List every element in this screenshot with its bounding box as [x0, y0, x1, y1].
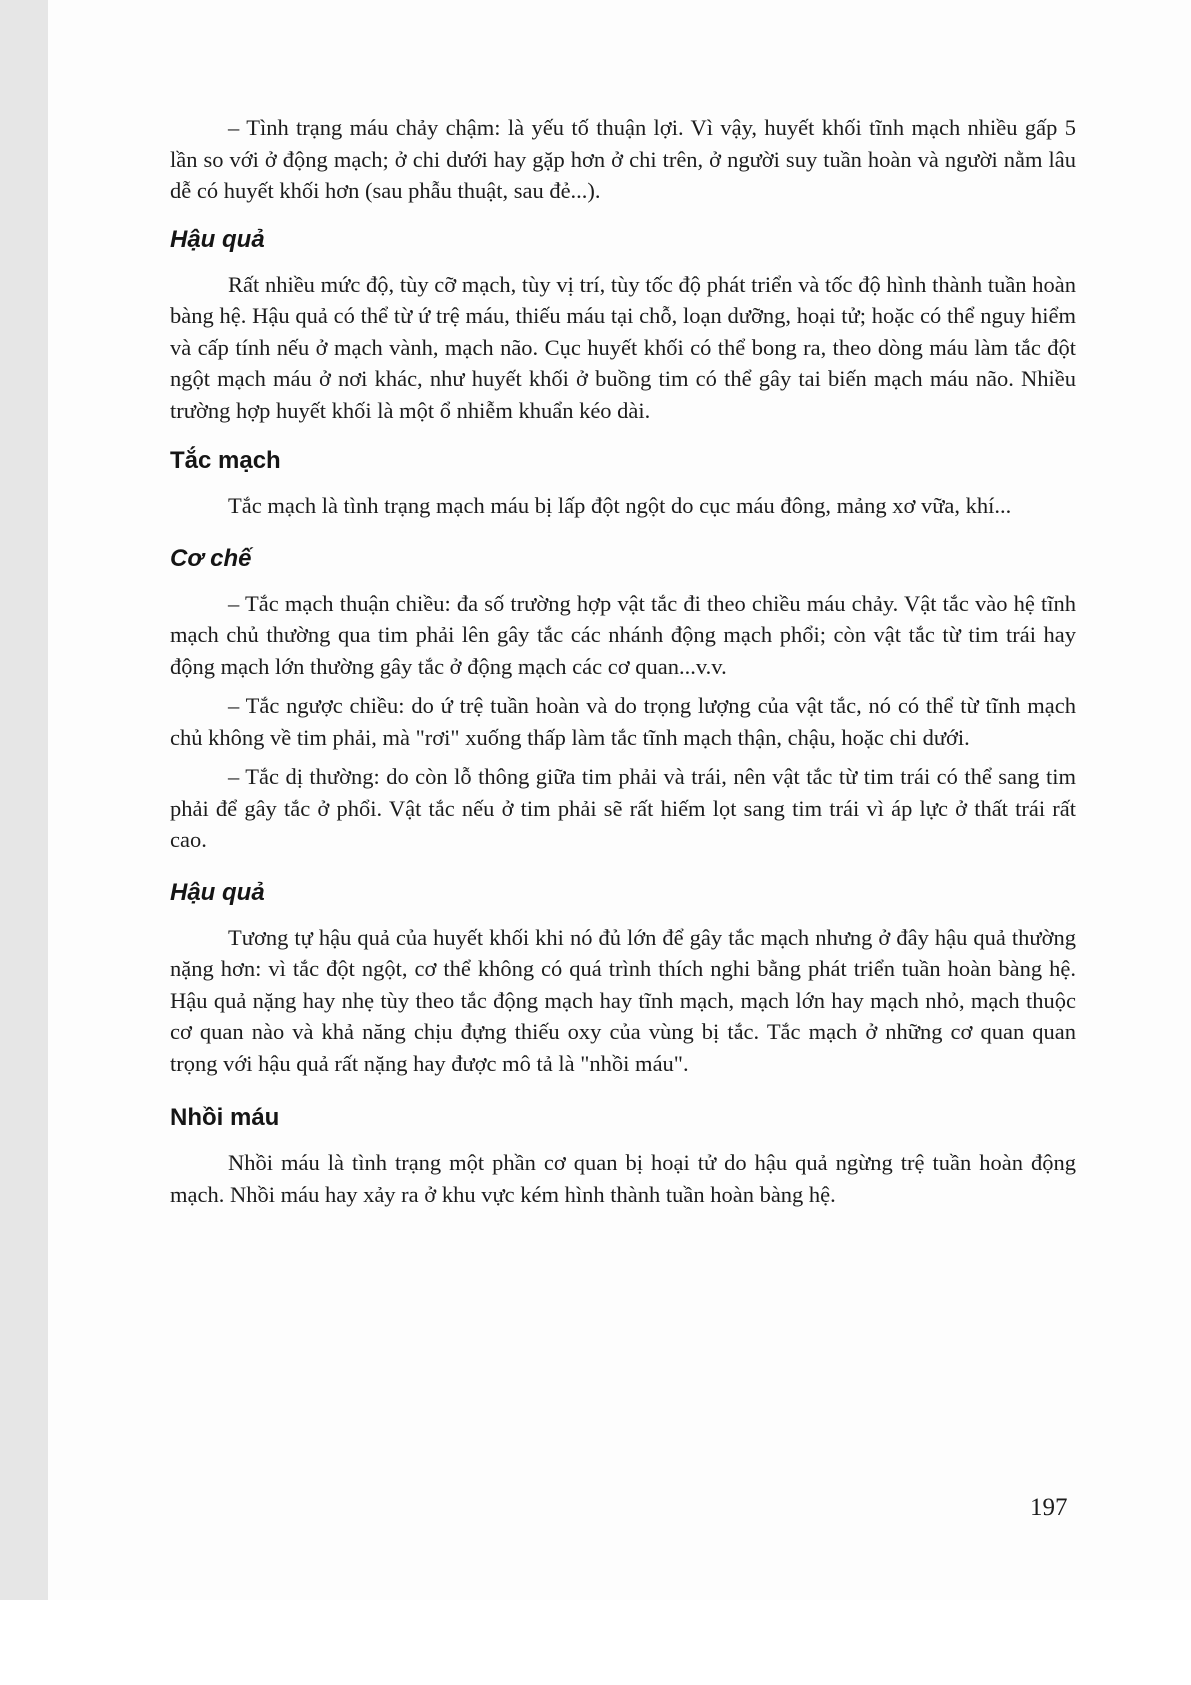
heading-consequences-embolism: Hậu quả — [170, 878, 265, 906]
heading-infarction: Nhồi máu — [170, 1104, 280, 1131]
paragraph-slow-blood-flow: – Tình trạng máu chảy chậm: là yếu tố thuận lợi. Vì vậy, huyết khối tĩnh mạch nhiều gấp 5 lần so với ở động mạch; ở chi dưới hay gặp hơn ở chi trên, ở người suy tuần hoàn và người nằm lâu dễ có huyết khối hơn (sau phẫu thuật, sau đẻ...). — [170, 115, 1076, 203]
scan-left-edge — [0, 0, 48, 1600]
page-number: 197 — [1030, 1494, 1068, 1521]
paragraph-paradoxical-embolism: – Tắc dị thường: do còn lỗ thông giữa tim phải và trái, nên vật tắc từ tim trái có thể sang tim phải để gây tắc ở phổi. Vật tắc nếu ở tim phải sẽ rất hiếm lọt sang tim trái vì áp lực ở thất trái rất cao. — [170, 764, 1076, 852]
paragraph-thrombosis-consequences: Rất nhiều mức độ, tùy cỡ mạch, tùy vị trí, tùy tốc độ phát triển và tốc độ hình thành tuần hoàn bàng hệ. Hậu quả có thể từ ứ trệ máu, thiếu máu tại chỗ, loạn dưỡng, hoại tử; hoặc có thể nguy hiểm và cấp tính nếu ở mạch vành, mạch não. Cục huyết khối có thể bong ra, theo dòng máu làm tắc đột ngột mạch máu ở nơi khác, như huyết khối ở buồng tim có thể gây tai biến mạch máu não. Nhiều trường hợp huyết khối là một ổ nhiễm khuẩn kéo dài. — [170, 271, 1076, 423]
paragraph-embolism-consequences: Tương tự hậu quả của huyết khối khi nó đủ lớn để gây tắc mạch nhưng ở đây hậu quả thường nặng hơn: vì tắc đột ngột, cơ thể không có quá trình thích nghi bằng phát triển tuần hoàn bàng hệ. Hậu quả nặng hay nhẹ tùy theo tắc động mạch hay tĩnh mạch, mạch lớn hay mạch nhỏ, mạch thuộc cơ quan nào và khả năng chịu đựng thiếu oxy của vùng bị tắc. Tắc mạch ở những cơ quan quan trọng với hậu quả rất nặng hay được mô tả là "nhồi máu". — [170, 924, 1076, 1076]
paragraph-infarction-definition: Nhồi máu là tình trạng một phần cơ quan bị hoại tử do hậu quả ngừng trệ tuần hoàn động mạch. Nhồi máu hay xảy ra ở khu vực kém hình thành tuần hoàn bàng hệ. — [170, 1150, 1076, 1207]
heading-mechanism: Cơ chế — [170, 544, 252, 572]
paragraph-retrograde-embolism: – Tắc ngược chiều: do ứ trệ tuần hoàn và do trọng lượng của vật tắc, nó có thể từ tĩnh mạch chủ không về tim phải, mà "rơi" xuống thấp làm tắc tĩnh mạch thận, chậu, hoặc chi dưới. — [170, 693, 1076, 750]
scan-bottom-margin — [0, 1600, 1191, 1685]
paragraph-embolism-definition: Tắc mạch là tình trạng mạch máu bị lấp đột ngột do cục máu đông, mảng xơ vữa, khí... — [228, 493, 1012, 518]
page-content — [170, 112, 1076, 1210]
heading-embolism: Tắc mạch — [170, 447, 281, 474]
paragraph-antegrade-embolism: – Tắc mạch thuận chiều: đa số trường hợp vật tắc đi theo chiều máu chảy. Vật tắc vào hệ tĩnh mạch chủ thường qua tim phải lên gây tắc các nhánh động mạch phổi; còn vật tắc từ tim trái hay động mạch lớn thường gây tắc ở động mạch các cơ quan...v.v. — [170, 590, 1076, 679]
heading-consequences-thrombosis: Hậu quả — [170, 225, 265, 253]
